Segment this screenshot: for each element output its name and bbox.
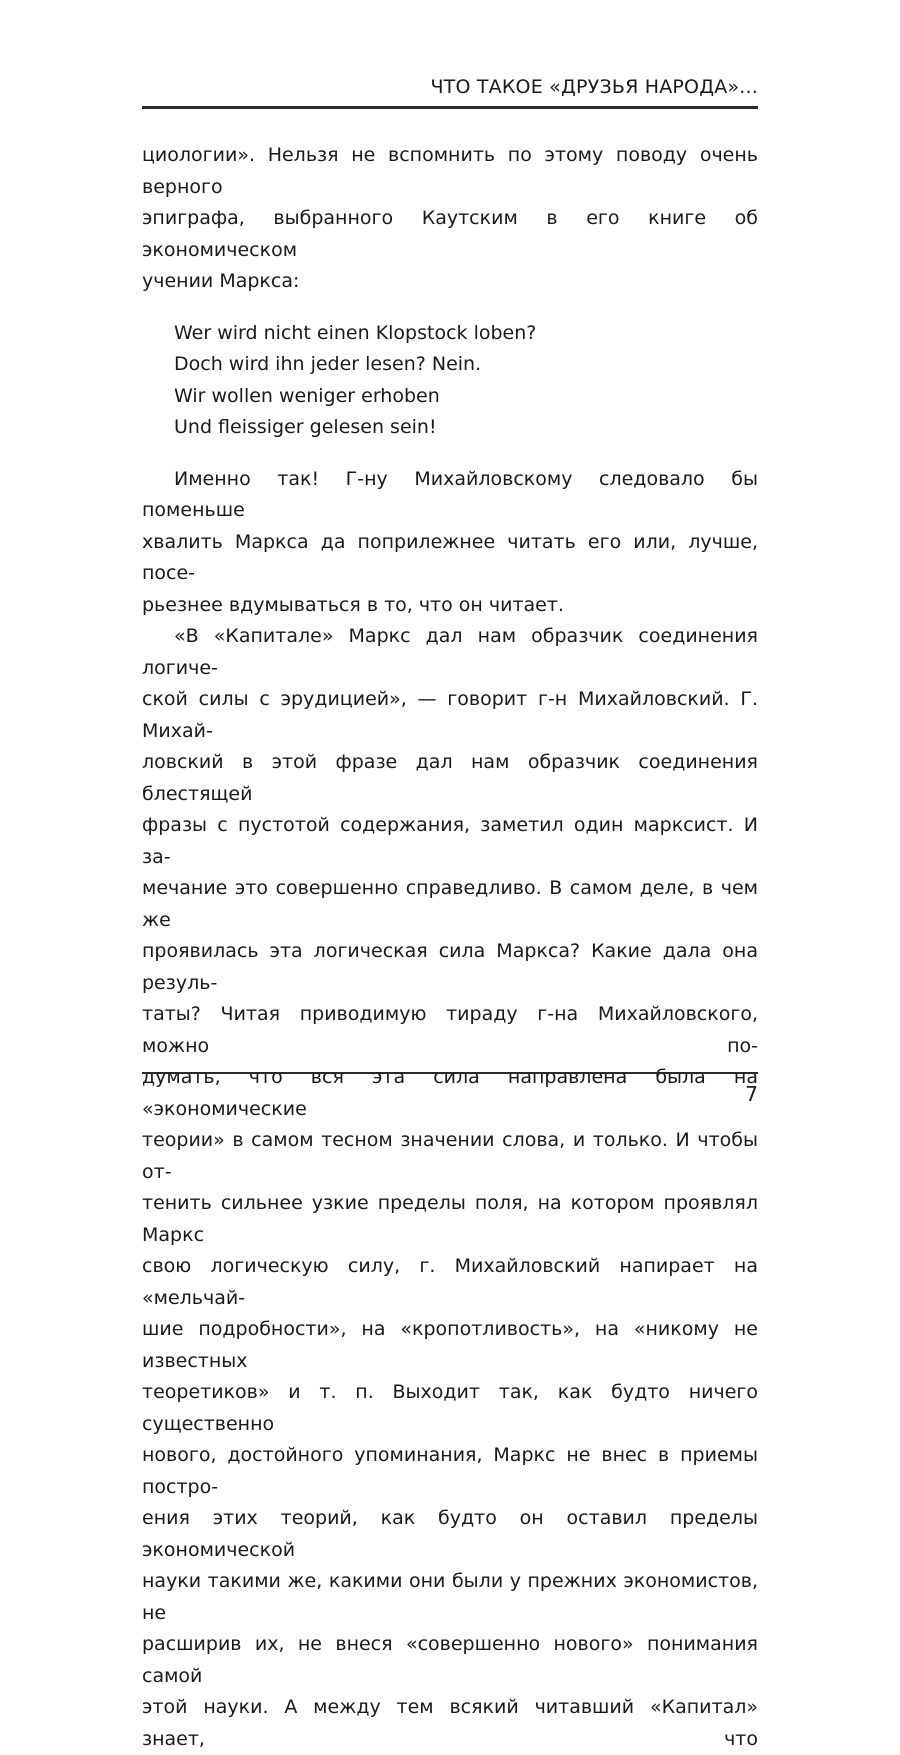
epigraph-verse xyxy=(174,318,758,444)
text-line: ской силы с эрудицией», — говорит г-н Михайловский. Г. Михай- xyxy=(142,688,758,742)
paragraph-1 xyxy=(142,464,758,622)
text-line: этой науки. А между тем всякий читавший «Капитал» знает, что xyxy=(142,1696,758,1750)
text-line: свою логическую силу, г. Михайловский напирает на «мельчай- xyxy=(142,1255,758,1309)
text-line: проявилась эта логическая сила Маркса? Какие дала она резуль- xyxy=(142,940,758,994)
text-line: думать, что вся эта сила направлена была на «экономические xyxy=(142,1066,758,1120)
text-line: эпиграфа, выбранного Каутским в его книге об экономическом xyxy=(142,207,758,261)
text-line: теоретиков» и т. п. Выходит так, как будто ничего существенно xyxy=(142,1381,758,1435)
text-line: рьезнее вдумываться в то, что он читает. xyxy=(142,593,564,616)
text-line: фразы с пустотой содержания, заметил один марксист. И за- xyxy=(142,814,758,868)
text-line: таты? Читая приводимую тираду г-на Михайловского, можно по- xyxy=(142,1003,758,1057)
footer-rule xyxy=(142,1072,758,1074)
text-line: Именно так! Г-ну Михайловскому следовало бы поменьше xyxy=(142,467,758,521)
verse-line: Wir wollen weniger erhoben xyxy=(174,384,440,407)
body-text xyxy=(142,140,758,1755)
verse-line: Wer wird nicht einen Klopstock loben? xyxy=(174,321,537,344)
text-line: циологии». Нельзя не вспомнить по этому поводу очень верного xyxy=(142,144,758,198)
text-line: науки такими же, какими они были у прежних экономистов, не xyxy=(142,1570,758,1624)
text-line: мечание это совершенно справедливо. В самом деле, в чем же xyxy=(142,877,758,931)
text-line: шие подробности», на «кропотливость», на «никому не известных xyxy=(142,1318,758,1372)
text-line: тенить сильнее узкие пределы поля, на котором проявлял Маркс xyxy=(142,1192,758,1246)
text-line: учении Маркса: xyxy=(142,270,300,292)
text-line: ения этих теорий, как будто он оставил пределы экономической xyxy=(142,1507,758,1561)
text-line: «В «Капитале» Маркс дал нам образчик соединения логиче- xyxy=(142,625,758,679)
running-header: ЧТО ТАКОЕ «ДРУЗЬЯ НАРОДА»... xyxy=(430,76,758,98)
text-line: хвалить Маркса да поприлежнее читать его или, лучше, посе- xyxy=(142,530,758,584)
text-line: ловский в этой фразе дал нам образчик соединения блестящей xyxy=(142,751,758,805)
page-number: 7 xyxy=(745,1082,758,1106)
text-line: расширив их, не внеся «совершенно нового» понимания самой xyxy=(142,1633,758,1687)
text-line: нового, достойного упоминания, Маркс не внес в приемы постро- xyxy=(142,1444,758,1498)
paragraph-2 xyxy=(142,621,758,1755)
verse-line: Und fleissiger gelesen sein! xyxy=(174,416,437,438)
text-line: теории» в самом тесном значении слова, и только. И чтобы от- xyxy=(142,1129,758,1183)
verse-line: Doch wird ihn jeder lesen? Nein. xyxy=(174,353,482,375)
header-rule xyxy=(142,106,758,109)
intro-paragraph xyxy=(142,140,758,298)
